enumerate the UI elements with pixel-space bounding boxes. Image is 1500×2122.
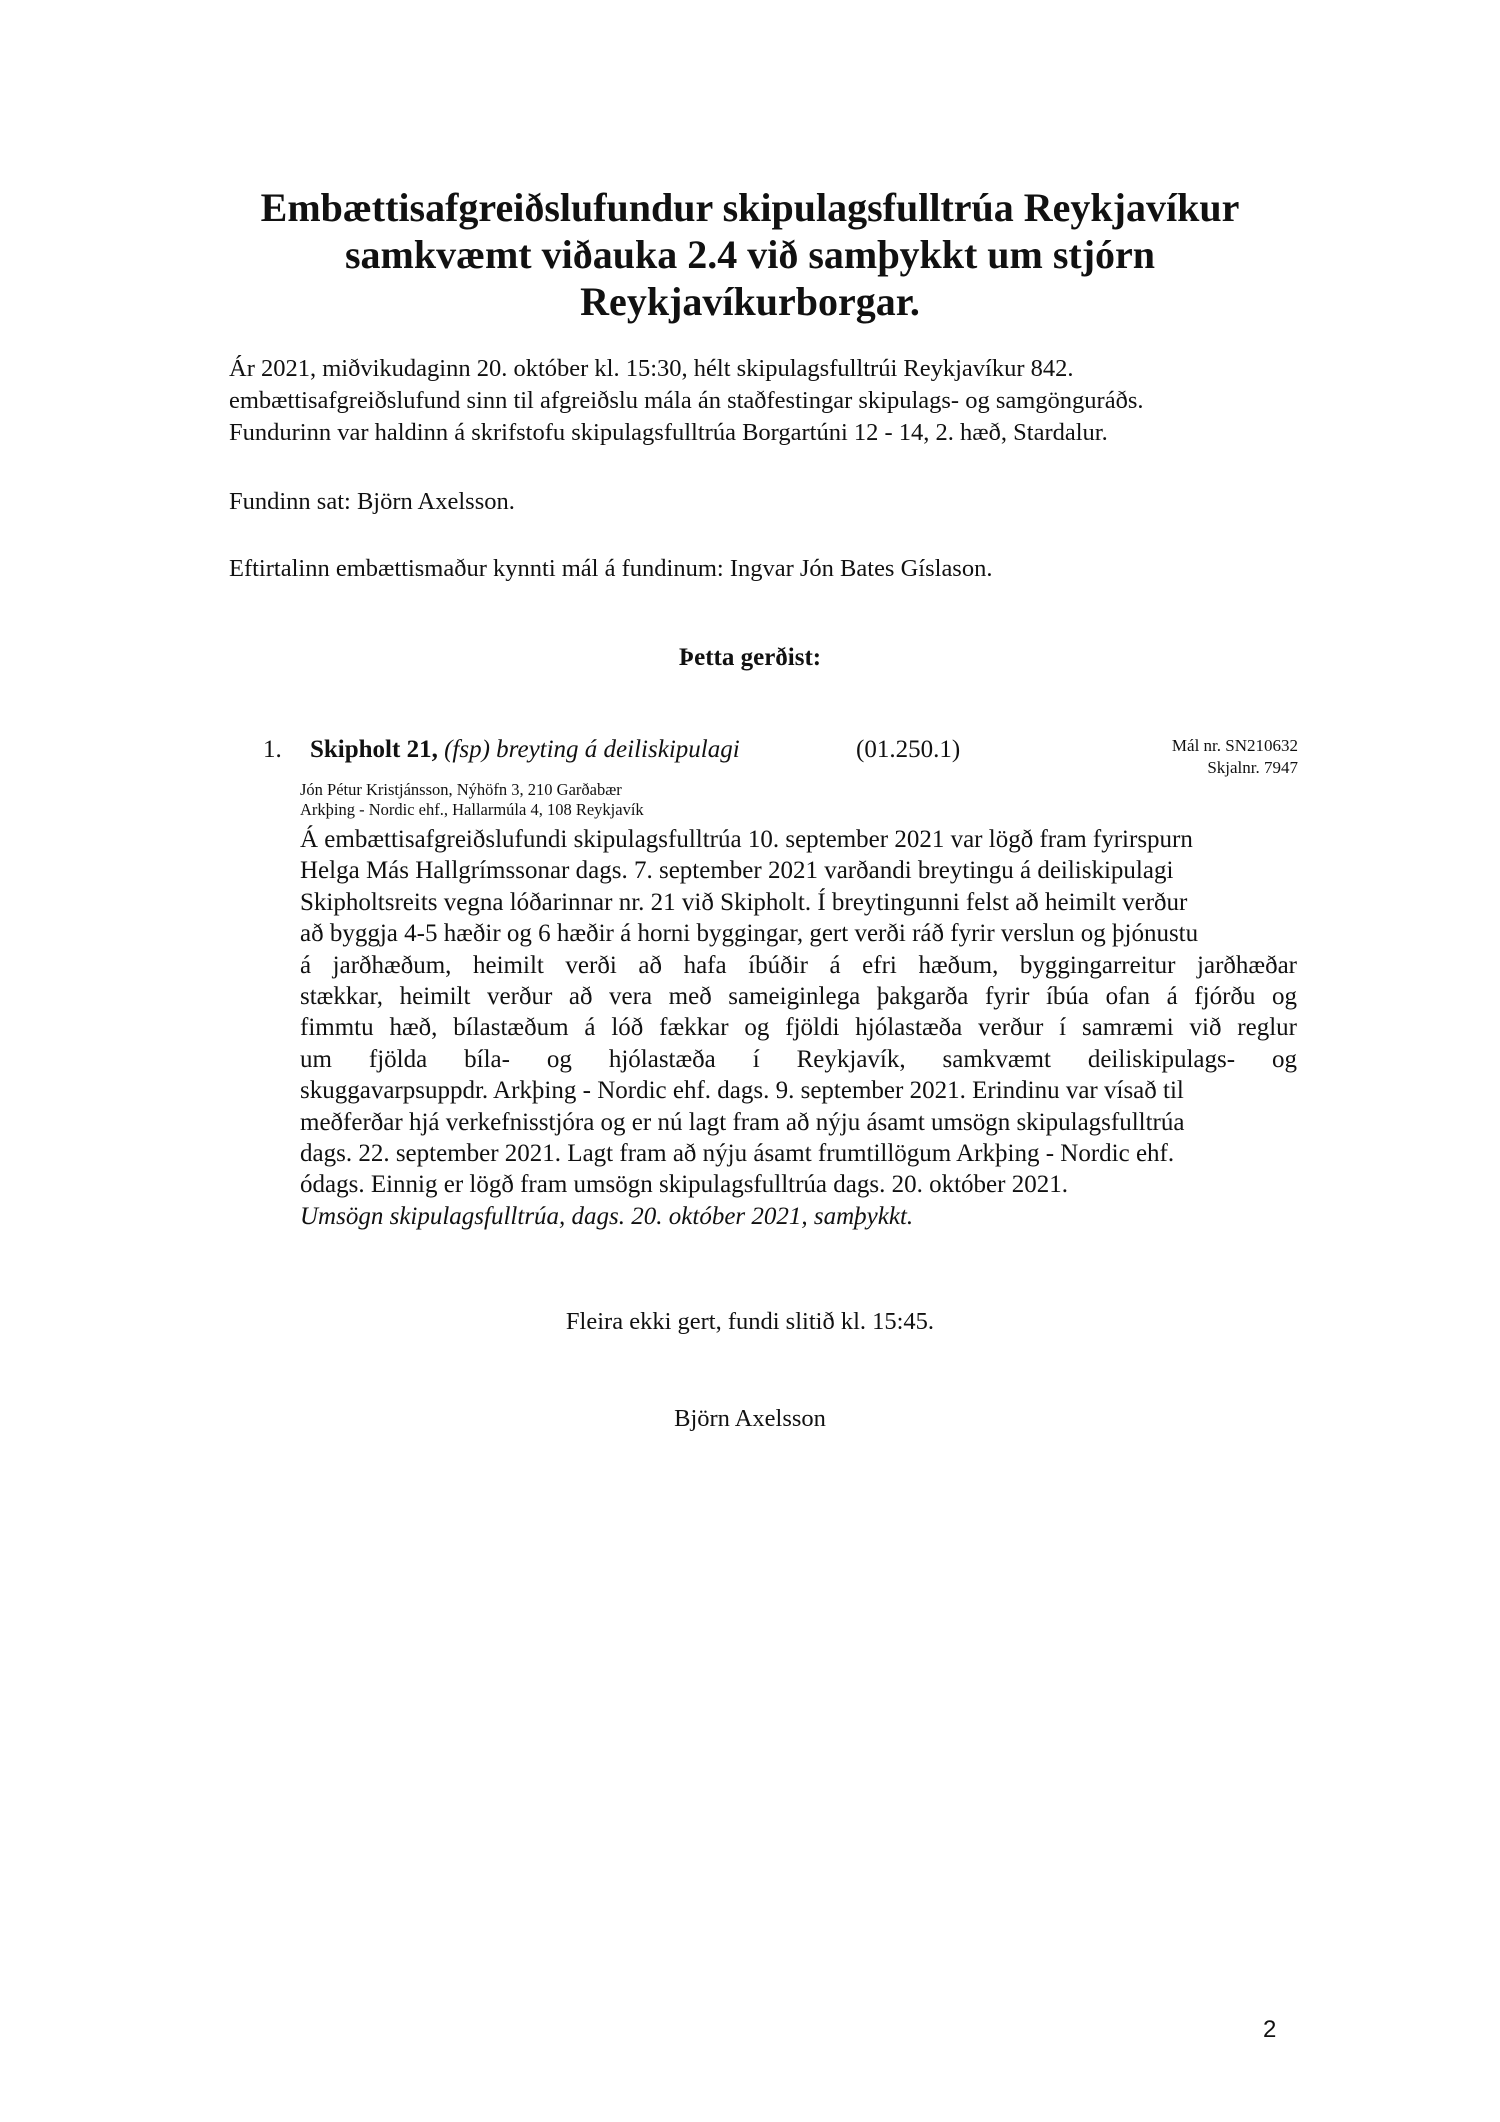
item-address-subject: (fsp) breyting á deiliskipulagi bbox=[444, 736, 740, 763]
body-line: um fjölda bíla- og hjólastæða í Reykjavík, samkvæmt deiliskipulags- og bbox=[300, 1045, 1297, 1073]
body-line: að byggja 4-5 hæðir og 6 hæðir á horni byggingar, gert verði ráð fyrir verslun og þjónustu bbox=[300, 920, 1199, 948]
intro-line: Ár 2021, miðvikudaginn 20. október kl. 15:30, hélt skipulagsfulltrúi Reykjavíkur 842. bbox=[229, 355, 1074, 382]
attendees-line: Fundinn sat: Björn Axelsson. bbox=[229, 488, 515, 515]
page-number: 2 bbox=[1263, 2016, 1277, 2043]
closing-line: Fleira ekki gert, fundi slitið kl. 15:45. bbox=[565, 1308, 935, 1335]
section-heading: Þetta gerðist: bbox=[678, 644, 822, 671]
body-line: á jarðhæðum, heimilt verði að hafa íbúðir á efri hæðum, byggingarreitur jarðhæðar bbox=[300, 951, 1297, 979]
title-line: Reykjavíkurborgar. bbox=[580, 279, 920, 324]
applicant: Arkþing - Nordic ehf., Hallarmúla 4, 108 Reykjavík bbox=[300, 800, 644, 819]
item-number: 1. bbox=[263, 736, 282, 763]
official-line: Eftirtalinn embættismaður kynnti mál á fundinum: Ingvar Jón Bates Gíslason. bbox=[229, 555, 993, 582]
body-line: skuggavarpsuppdr. Arkþing - Nordic ehf. dags. 9. september 2021. Erindinu var vísað til bbox=[300, 1077, 1184, 1105]
signature: Björn Axelsson bbox=[674, 1405, 826, 1432]
body-line: Helga Más Hallgrímssonar dags. 7. september 2021 varðandi breytingu á deiliskipulagi bbox=[300, 857, 1174, 885]
title-line: samkvæmt viðauka 2.4 við samþykkt um stjórn bbox=[344, 232, 1156, 277]
body-line: dags. 22. september 2021. Lagt fram að nýju ásamt frumtillögum Arkþing - Nordic ehf. bbox=[300, 1140, 1175, 1168]
intro-line: Fundurinn var haldinn á skrifstofu skipulagsfulltrúa Borgartúni 12 - 14, 2. hæð, Stardalur. bbox=[229, 419, 1108, 446]
page-title bbox=[230, 184, 1270, 325]
body-line: ódags. Einnig er lögð fram umsögn skipulagsfulltrúa dags. 20. október 2021. bbox=[300, 1171, 1068, 1199]
body-line: fimmtu hæð, bílastæðum á lóð fækkar og fjöldi hjólastæða verður í samræmi við reglur bbox=[300, 1014, 1297, 1042]
applicants bbox=[300, 780, 644, 820]
decision-line: Umsögn skipulagsfulltrúa, dags. 20. október 2021, samþykkt. bbox=[300, 1202, 914, 1230]
case-meta bbox=[1172, 735, 1298, 779]
body-line: stækkar, heimilt verður að vera með sameiginlega þakgarða fyrir íbúa ofan á fjórðu og bbox=[300, 983, 1297, 1011]
case-number: Mál nr. SN210632 bbox=[1171, 736, 1298, 755]
item-body bbox=[300, 824, 1297, 1232]
body-line: Á embættisafgreiðslufundi skipulagsfulltrúa 10. september 2021 var lögð fram fyrirspurn bbox=[300, 826, 1193, 853]
item-address bbox=[310, 734, 740, 766]
item-land-number: (01.250.1) bbox=[856, 736, 961, 763]
body-line: Skipholtsreits vegna lóðarinnar nr. 21 við Skipholt. Í breytingunni felst að heimilt verður bbox=[300, 888, 1188, 916]
applicant: Jón Pétur Kristjánsson, Nýhöfn 3, 210 Garðabær bbox=[300, 780, 622, 799]
document-number: Skjalnr. 7947 bbox=[1207, 758, 1298, 777]
body-line: meðferðar hjá verkefnisstjóra og er nú lagt fram að nýju ásamt umsögn skipulagsfulltrúa bbox=[300, 1108, 1185, 1136]
title-line: Embættisafgreiðslufundur skipulagsfulltrúa Reykjavíkur bbox=[260, 185, 1240, 230]
intro-line: embættisafgreiðslufund sinn til afgreiðslu mála án staðfestingar skipulags- og samgönguráðs. bbox=[229, 387, 1144, 414]
item-address-bold: Skipholt 21, bbox=[310, 736, 438, 763]
intro-paragraph bbox=[229, 353, 1329, 449]
